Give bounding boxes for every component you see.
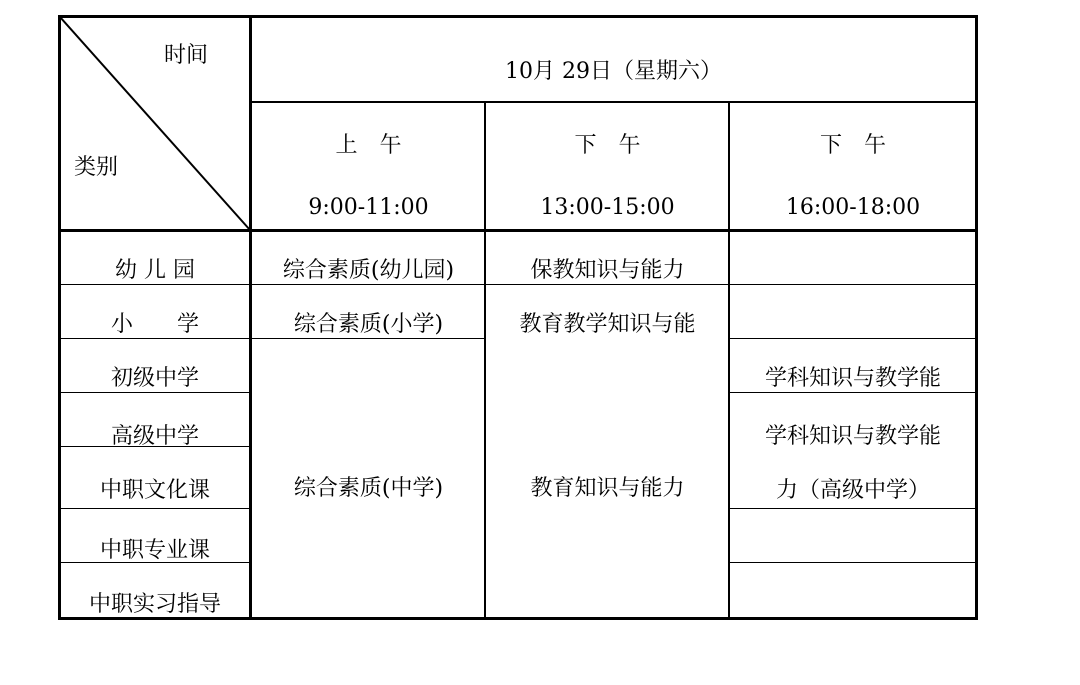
category-primary: 小 学 <box>110 311 199 337</box>
category-kindergarten: 幼 儿 园 <box>115 257 195 283</box>
category-vocational-culture: 中职文化课 <box>99 477 210 503</box>
kindergarten-morning-subject: 综合素质(幼儿园) <box>282 257 455 283</box>
row-line-3-left <box>60 392 251 393</box>
row-line-3-right <box>729 392 976 393</box>
row-line-5-left <box>60 508 251 509</box>
time-label: 时间 <box>163 42 208 68</box>
row-line-5-right <box>729 508 976 509</box>
primary-morning-subject: 综合素质(小学) <box>293 311 444 337</box>
junior-late-afternoon-subject: 学科知识与教学能 <box>764 365 941 391</box>
senior-late-afternoon-subject-line1: 学科知识与教学能 <box>764 423 941 449</box>
category-label: 类别 <box>73 154 118 180</box>
col-divider-2 <box>484 102 486 619</box>
period-2-label: 下 午 <box>574 132 641 158</box>
senior-late-afternoon-subject-line2: 力（高级中学） <box>775 477 930 503</box>
row-line-2-right <box>729 338 976 339</box>
row-line-1 <box>60 284 976 285</box>
middle-morning-subject: 综合素质(中学) <box>293 475 444 501</box>
period-1-label: 上 午 <box>335 132 402 158</box>
vocational-internship-late-afternoon-subject <box>730 586 976 618</box>
date-header: 10月 29日（星期六） <box>505 58 722 84</box>
primary-afternoon-subject: 教育教学知识与能 <box>519 311 696 337</box>
category-vocational-internship: 中职实习指导 <box>88 591 221 617</box>
date-row-divider <box>251 101 977 103</box>
vocational-specialty-late-afternoon-subject <box>730 532 976 564</box>
period-3-label: 下 午 <box>819 132 886 158</box>
category-senior-high: 高级中学 <box>110 423 199 449</box>
period-3-time: 16:00-18:00 <box>785 194 921 220</box>
period-2-time: 13:00-15:00 <box>540 194 675 220</box>
category-vocational-specialty: 中职专业课 <box>99 537 210 563</box>
kindergarten-afternoon-subject: 保教知识与能力 <box>530 257 685 283</box>
middle-afternoon-subject: 教育知识与能力 <box>530 475 685 501</box>
primary-late-afternoon-subject <box>730 306 976 338</box>
period-1-time: 9:00-11:00 <box>308 194 429 220</box>
kindergarten-late-afternoon-subject <box>730 252 976 284</box>
category-junior-middle: 初级中学 <box>110 365 199 391</box>
row-line-2-left <box>60 338 486 339</box>
